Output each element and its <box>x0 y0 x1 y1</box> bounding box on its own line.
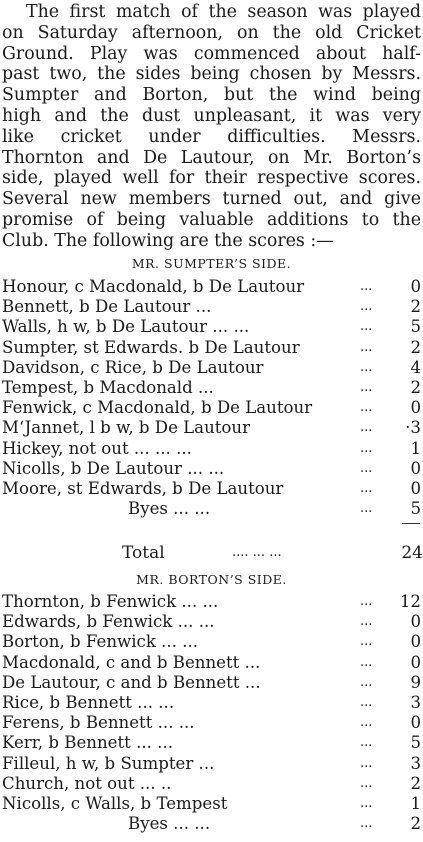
sumpter-total-row <box>2 542 423 564</box>
score-row <box>2 774 423 794</box>
total-label: Total <box>122 543 165 563</box>
leader-dots: ... <box>360 634 373 650</box>
batsman-entry: M‘Jannet, l b w, b De Lautour <box>2 418 251 438</box>
batsman-entry: Tempest, b Macdonald ... <box>2 377 214 397</box>
runs-score: 0 <box>410 277 421 296</box>
leader-dots: ... <box>360 795 373 811</box>
batsman-entry: Nicolls, b De Lautour ... ... <box>2 458 225 478</box>
score-row <box>2 459 423 479</box>
leader-dots: ... <box>360 594 373 609</box>
leader-dots: ... <box>360 735 373 751</box>
batsman-entry: Davidson, c Rice, b De Lautour <box>2 357 264 377</box>
batsman-entry: Sumpter, st Edwards. b De Lautour <box>2 337 300 357</box>
score-row <box>2 612 423 632</box>
intro-line: like cricket under difficulties. Messrs. <box>2 126 421 147</box>
score-row <box>2 317 423 337</box>
leader-dots: ... <box>360 614 373 630</box>
runs-score: 5 <box>410 733 421 753</box>
runs-score: 0 <box>410 632 421 652</box>
leader-dots: ... <box>360 299 373 315</box>
leader-dots: ... <box>360 319 373 335</box>
runs-score: 1 <box>410 438 421 458</box>
leader-dots: ... <box>360 400 373 416</box>
runs-score: 4 <box>410 357 421 377</box>
batsman-entry: Ferens, b Bennett ... ... <box>2 713 195 733</box>
leader-dots: ... <box>360 359 373 375</box>
score-row <box>2 814 423 834</box>
batsman-entry: Fenwick, c Macdonald, b De Lautour <box>2 398 313 418</box>
batsman-entry: Bennett, b De Lautour ... <box>2 297 212 317</box>
intro-line: Ground. Play was commenced about half- <box>2 43 421 64</box>
batsman-entry: Walls, h w, b De Lautour ... ... <box>2 317 250 337</box>
intro-line: promise of being valuable additions to the <box>2 209 421 230</box>
sumpter-side-heading: MR. SUMPTER’S SIDE. <box>131 256 292 271</box>
runs-score: 0 <box>410 652 421 672</box>
runs-score: 2 <box>410 297 421 317</box>
leader-dots: ... <box>360 755 373 771</box>
leader-dots: ... <box>360 480 373 496</box>
leader-dots: ... <box>360 501 373 517</box>
intro-line: past two, the sides being chosen by Messrs. <box>2 64 421 85</box>
batsman-entry: Rice, b Bennett ... ... <box>2 692 175 712</box>
borton-side-heading: MR. BORTON’S SIDE. <box>136 572 287 587</box>
score-row <box>2 418 423 438</box>
runs-score: 0 <box>410 612 421 632</box>
score-row <box>2 632 423 652</box>
score-row <box>2 673 423 693</box>
leader-dots: ... <box>360 339 373 355</box>
intro-line: Several new members turned out, and give <box>2 189 421 210</box>
score-row <box>2 439 423 459</box>
batsman-entry: Church, not out ... .. <box>2 773 172 793</box>
runs-score: 3 <box>410 753 421 773</box>
intro-line: The first match of the season was played <box>26 2 421 22</box>
leader-dots: ... <box>360 279 373 294</box>
batsman-entry: Hickey, not out ... ... ... <box>2 438 192 458</box>
leader-dots: ... <box>360 775 373 791</box>
batsman-entry: Macdonald, c and b Bennett ... <box>2 652 261 672</box>
leader-dots: ... <box>360 816 373 832</box>
runs-score: 3 <box>410 692 421 712</box>
runs-score: 12 <box>399 592 421 611</box>
score-row <box>2 398 423 418</box>
leader-dots: ... <box>360 460 373 476</box>
score-row <box>2 592 423 612</box>
runs-score: 5 <box>410 499 421 519</box>
score-row <box>2 277 423 297</box>
leader-dots: ... <box>360 440 373 456</box>
runs-score: 2 <box>410 773 421 793</box>
intro-line: Sumpter and Borton, but the wind being <box>2 85 421 106</box>
total-rule <box>402 523 420 524</box>
runs-score: 2 <box>410 814 421 834</box>
runs-score: 5 <box>410 317 421 337</box>
total-score: 24 <box>401 543 423 563</box>
score-row <box>2 358 423 378</box>
score-row <box>2 479 423 499</box>
intro-line: Thornton and De Lautour, on Mr. Borton’s <box>2 147 421 168</box>
leader-dots: ... <box>360 379 373 395</box>
runs-score: 2 <box>410 377 421 397</box>
intro-paragraph <box>2 2 421 252</box>
batsman-entry: Edwards, b Fenwick ... ... <box>2 612 215 632</box>
runs-score: 0 <box>410 458 421 478</box>
score-row <box>2 754 423 774</box>
leader-dots: ... <box>360 674 373 690</box>
runs-score: 2 <box>410 337 421 357</box>
score-row <box>2 713 423 733</box>
batsman-entry: Byes ... ... <box>128 499 211 519</box>
intro-line: on Saturday afternoon, on the old Cricket <box>2 22 421 43</box>
runs-score: 0 <box>410 398 421 418</box>
runs-score: ·3 <box>405 418 421 438</box>
batsman-entry: Honour, c Macdonald, b De Lautour <box>2 277 305 296</box>
score-row <box>2 378 423 398</box>
batsman-entry: Thornton, b Fenwick ... ... <box>2 592 219 611</box>
leader-dots: ... <box>360 694 373 710</box>
intro-line: high and the dust unpleasant, it was very <box>2 105 421 126</box>
leader-dots: ... <box>360 420 373 436</box>
batsman-entry: Nicolls, c Walls, b Tempest <box>2 793 228 813</box>
batsman-entry: Borton, b Fenwick ... ... <box>2 632 199 652</box>
score-row <box>2 794 423 814</box>
total-dots: .... ... ... <box>232 545 282 560</box>
score-row <box>2 693 423 713</box>
score-row <box>2 733 423 753</box>
score-row <box>2 653 423 673</box>
runs-score: 9 <box>410 672 421 692</box>
borton-scorecard <box>2 592 423 834</box>
batsman-entry: De Lautour, c and b Bennett ... <box>2 672 261 692</box>
score-row <box>2 297 423 317</box>
score-row <box>2 338 423 358</box>
batsman-entry: Filleul, h w, b Sumpter ... <box>2 753 215 773</box>
runs-score: 0 <box>410 713 421 733</box>
batsman-entry: Kerr, b Bennett ... ... <box>2 733 174 753</box>
batsman-entry: Byes ... ... <box>128 814 211 834</box>
score-row <box>2 499 423 519</box>
intro-line: Club. The following are the scores :— <box>2 230 334 251</box>
leader-dots: ... <box>360 654 373 670</box>
batsman-entry: Moore, st Edwards, b De Lautour <box>2 478 284 498</box>
runs-score: 0 <box>410 478 421 498</box>
runs-score: 1 <box>410 793 421 813</box>
sumpter-scorecard <box>2 277 423 519</box>
leader-dots: ... <box>360 715 373 731</box>
intro-line: side, played well for their respective scores. <box>2 168 421 189</box>
